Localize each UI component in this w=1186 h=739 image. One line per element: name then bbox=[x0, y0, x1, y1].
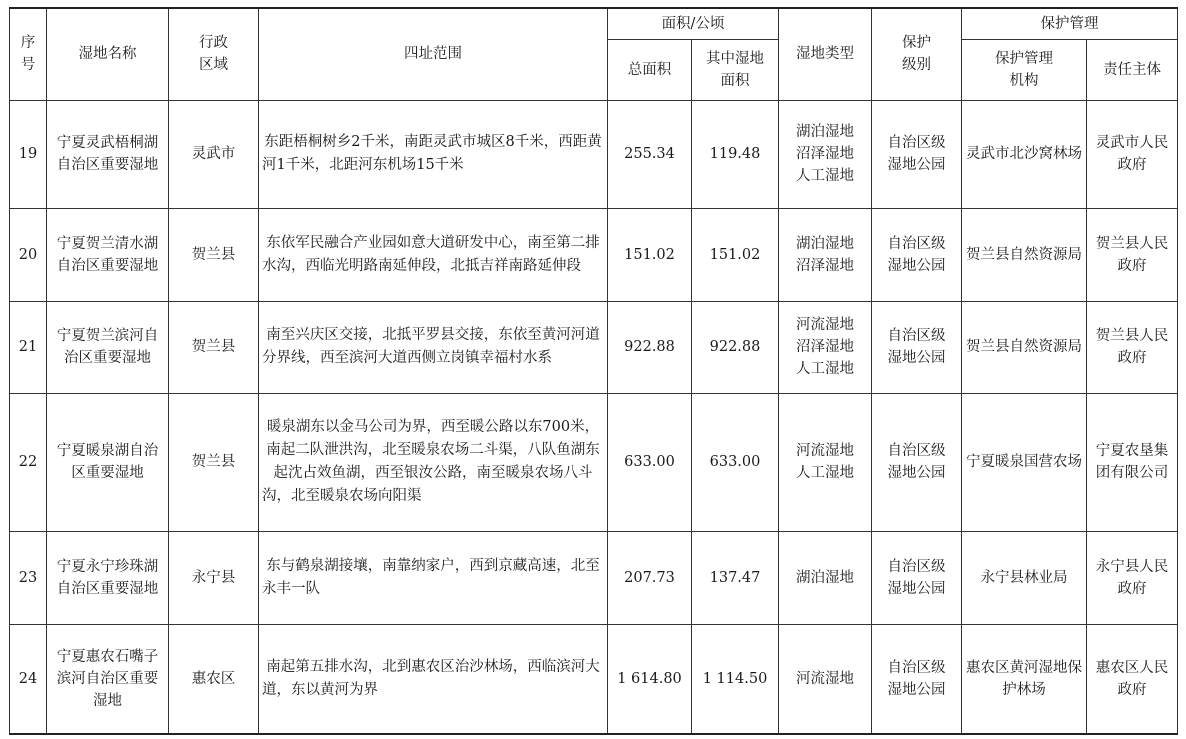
row-area-wetland: 137.47 bbox=[692, 531, 779, 624]
row-wetland-type: 湖泊湿地 bbox=[779, 531, 872, 624]
row-mgmt-org: 永宁县林业局 bbox=[962, 531, 1087, 624]
row-wetland-name: 宁夏惠农石嘴子滨河自治区重要湿地 bbox=[47, 624, 169, 734]
header-type: 湿地类型 bbox=[779, 8, 872, 100]
row-region: 贺兰县 bbox=[169, 393, 259, 531]
row-seq: 19 bbox=[10, 100, 47, 208]
row-area-wetland: 119.48 bbox=[692, 100, 779, 208]
row-area-total: 151.02 bbox=[608, 208, 692, 301]
table-row bbox=[10, 301, 1178, 393]
row-area-wetland: 1 114.50 bbox=[692, 624, 779, 734]
row-boundary-range: 南至兴庆区交接，北抵平罗县交接，东依至黄河河道分界线，西至滨河大道西侧立岗镇幸福村水系 bbox=[259, 301, 608, 393]
row-mgmt-resp: 灵武市人民政府 bbox=[1087, 100, 1178, 208]
row-protection-level: 自治区级 湿地公园 bbox=[872, 531, 962, 624]
row-mgmt-org: 灵武市北沙窝林场 bbox=[962, 100, 1087, 208]
row-wetland-type: 河流湿地 沼泽湿地 人工湿地 bbox=[779, 301, 872, 393]
row-seq: 20 bbox=[10, 208, 47, 301]
row-mgmt-org: 宁夏暖泉国营农场 bbox=[962, 393, 1087, 531]
row-area-wetland: 151.02 bbox=[692, 208, 779, 301]
row-area-total: 255.34 bbox=[608, 100, 692, 208]
row-mgmt-resp: 惠农区人民政府 bbox=[1087, 624, 1178, 734]
table-row bbox=[10, 393, 1178, 531]
row-protection-level: 自治区级 湿地公园 bbox=[872, 208, 962, 301]
row-mgmt-org: 惠农区黄河湿地保护林场 bbox=[962, 624, 1087, 734]
row-mgmt-resp: 贺兰县人民政府 bbox=[1087, 208, 1178, 301]
header-area-total: 总面积 bbox=[608, 39, 692, 100]
row-mgmt-org: 贺兰县自然资源局 bbox=[962, 301, 1087, 393]
wetland-table bbox=[9, 7, 1178, 735]
table-row bbox=[10, 208, 1178, 301]
table-row bbox=[10, 100, 1178, 208]
row-wetland-name: 宁夏灵武梧桐湖自治区重要湿地 bbox=[47, 100, 169, 208]
row-area-wetland: 633.00 bbox=[692, 393, 779, 531]
row-wetland-name: 宁夏暖泉湖自治区重要湿地 bbox=[47, 393, 169, 531]
row-area-total: 922.88 bbox=[608, 301, 692, 393]
row-seq: 21 bbox=[10, 301, 47, 393]
header-mgmt-resp: 责任主体 bbox=[1087, 39, 1178, 100]
header-level: 保护 级别 bbox=[872, 8, 962, 100]
header-name: 湿地名称 bbox=[47, 8, 169, 100]
row-wetland-type: 河流湿地 bbox=[779, 624, 872, 734]
row-protection-level: 自治区级 湿地公园 bbox=[872, 624, 962, 734]
row-region: 贺兰县 bbox=[169, 208, 259, 301]
header-seq: 序 号 bbox=[10, 8, 47, 100]
row-mgmt-resp: 贺兰县人民政府 bbox=[1087, 301, 1178, 393]
row-wetland-name: 宁夏贺兰滨河自治区重要湿地 bbox=[47, 301, 169, 393]
table-row bbox=[10, 624, 1178, 734]
row-mgmt-org: 贺兰县自然资源局 bbox=[962, 208, 1087, 301]
row-wetland-type: 湖泊湿地 沼泽湿地 人工湿地 bbox=[779, 100, 872, 208]
row-protection-level: 自治区级 湿地公园 bbox=[872, 393, 962, 531]
row-wetland-type: 湖泊湿地 沼泽湿地 bbox=[779, 208, 872, 301]
row-boundary-range: 暖泉湖东以金马公司为界，西至暖公路以东700米，南起二队泄洪沟，北至暖泉农场二斗渠，八队鱼湖东起沈占效鱼湖，西至银汝公路，南至暖泉农场八斗沟，北至暖泉农场向阳渠 bbox=[259, 393, 608, 531]
row-seq: 22 bbox=[10, 393, 47, 531]
row-protection-level: 自治区级 湿地公园 bbox=[872, 301, 962, 393]
header-area-group: 面积/公顷 bbox=[608, 8, 779, 39]
row-mgmt-resp: 宁夏农垦集团有限公司 bbox=[1087, 393, 1178, 531]
header-area-wetland: 其中湿地 面积 bbox=[692, 39, 779, 100]
row-seq: 24 bbox=[10, 624, 47, 734]
header-mgmt-org: 保护管理 机构 bbox=[962, 39, 1087, 100]
row-wetland-type: 河流湿地 人工湿地 bbox=[779, 393, 872, 531]
row-mgmt-resp: 永宁县人民政府 bbox=[1087, 531, 1178, 624]
header-region: 行政 区域 bbox=[169, 8, 259, 100]
row-boundary-range: 东与鹤泉湖接壤，南靠纳家户，西到京藏高速，北至永丰一队 bbox=[259, 531, 608, 624]
row-boundary-range: 东依军民融合产业园如意大道研发中心，南至第二排水沟，西临光明路南延伸段，北抵吉祥南路延伸段 bbox=[259, 208, 608, 301]
row-area-total: 207.73 bbox=[608, 531, 692, 624]
table-row bbox=[10, 531, 1178, 624]
row-boundary-range: 东距梧桐树乡2千米，南距灵武市城区8千米，西距黄河1千米，北距河东机场15千米 bbox=[259, 100, 608, 208]
row-wetland-name: 宁夏永宁珍珠湖自治区重要湿地 bbox=[47, 531, 169, 624]
row-boundary-range: 南起第五排水沟，北到惠农区治沙林场，西临滨河大道，东以黄河为界 bbox=[259, 624, 608, 734]
row-area-wetland: 922.88 bbox=[692, 301, 779, 393]
row-region: 灵武市 bbox=[169, 100, 259, 208]
row-protection-level: 自治区级 湿地公园 bbox=[872, 100, 962, 208]
row-seq: 23 bbox=[10, 531, 47, 624]
row-region: 永宁县 bbox=[169, 531, 259, 624]
header-mgmt-group: 保护管理 bbox=[962, 8, 1178, 39]
row-region: 惠农区 bbox=[169, 624, 259, 734]
row-region: 贺兰县 bbox=[169, 301, 259, 393]
header-range: 四址范围 bbox=[259, 8, 608, 100]
row-area-total: 633.00 bbox=[608, 393, 692, 531]
row-area-total: 1 614.80 bbox=[608, 624, 692, 734]
row-wetland-name: 宁夏贺兰清水湖自治区重要湿地 bbox=[47, 208, 169, 301]
